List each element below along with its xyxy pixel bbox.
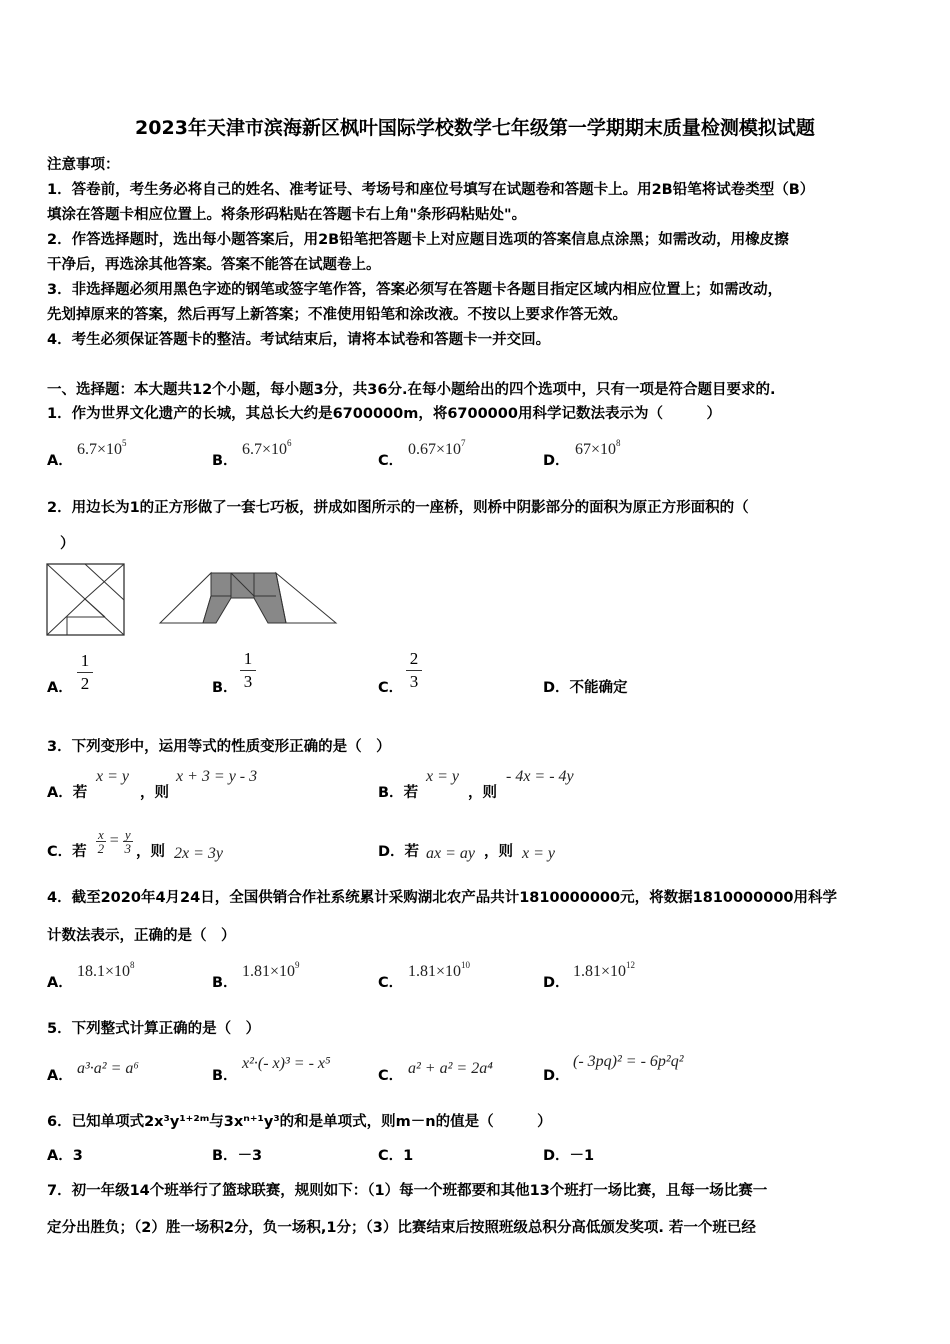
question-5-stem: 5．下列整式计算正确的是（ ）	[47, 1021, 261, 1037]
q5-option-d: (- 3pq)² = - 6p²q²	[573, 1053, 684, 1070]
q2-option-d: D．不能确定	[543, 680, 628, 696]
option-label: B．	[212, 453, 238, 469]
q3-d-condition: ax = ay	[426, 845, 475, 862]
q2-option-a-fraction: $\frac{1}{2}$	[77, 650, 93, 695]
notes-line: 干净后，再选涂其他答案。答案不能答在试题卷上。	[47, 257, 381, 273]
q3-a-result: x + 3 = y - 3	[176, 768, 258, 785]
q5-option-c: a² + a² = 2a⁴	[408, 1060, 493, 1077]
question-4-stem: 4．截至2020年4月24日，全国供销合作社系统累计采购湖北农产品共计1810000000元，将数据1810000000用科学	[47, 890, 837, 906]
q6-option-d: D．－1	[543, 1148, 595, 1164]
option-label: B．	[212, 680, 238, 696]
q3-b-result: - 4x = - 4y	[506, 768, 574, 785]
tangram-square-figure	[45, 562, 127, 638]
tangram-bridge-figure	[158, 568, 340, 626]
question-1-stem: 1．作为世界文化遗产的长城，其总长大约是6700000m，将6700000用科学记数法表示为（ ）	[47, 406, 721, 422]
q3-then: ，则	[136, 844, 165, 860]
q5-option-b: x²∙(- x)³ = - x⁵	[242, 1055, 331, 1072]
section-heading: 一、选择题：本大题共12个小题，每小题3分，共36分.在每小题给出的四个选项中，只有一项是符合题目要求的.	[47, 382, 776, 398]
question-2-stem-end: ）	[60, 536, 75, 552]
option-label: A．	[47, 680, 73, 696]
question-7-line-1: 7．初一年级14个班举行了篮球联赛，规则如下：（1）每一个班都要和其他13个班打一场比赛，且每一场比赛一	[47, 1183, 768, 1199]
q6-option-c: C．1	[378, 1148, 414, 1164]
q4-option-c: $1.81\times 10^{10}$	[408, 960, 471, 980]
notes-line: 2．作答选择题时，选出每小题答案后，用2B铅笔把答题卡上对应题目选项的答案信息点涂黑；如需改动，用橡皮擦	[47, 232, 789, 248]
option-label: C．	[378, 1068, 404, 1084]
option-label: B．	[212, 975, 238, 991]
q3-option-c-label: C．若	[47, 844, 87, 860]
q5-option-a: a³·a² = a⁶	[77, 1060, 139, 1077]
q3-d-result: x = y	[522, 845, 555, 862]
option-label: D．	[543, 453, 570, 469]
question-3-stem: 3．下列变形中，运用等式的性质变形正确的是（ ）	[47, 739, 391, 755]
q1-option-b: $6.7\times 10^6$	[242, 438, 292, 458]
option-label: B．	[212, 1068, 238, 1084]
q2-option-b-fraction: $\frac{1}{3}$	[240, 648, 256, 693]
q2-option-c-fraction: $\frac{2}{3}$	[406, 648, 422, 693]
option-label: D．	[543, 975, 570, 991]
option-label: A．	[47, 975, 73, 991]
q3-option-d-label: D．若	[378, 844, 420, 860]
option-label: D．	[543, 1068, 570, 1084]
option-label: A．	[47, 453, 73, 469]
q1-option-d: $67\times 10^8$	[575, 438, 621, 458]
q3-option-b-label: B．若	[378, 785, 419, 801]
q4-option-d: $1.81\times 10^{12}$	[573, 960, 636, 980]
notes-line: 填涂在答题卡相应位置上。将条形码粘贴在答题卡右上角"条形码粘贴处"。	[47, 207, 527, 223]
q3-a-condition: x = y	[96, 768, 129, 785]
q1-option-a: $6.7\times 10^5$	[77, 438, 127, 458]
q3-c-condition: $\frac{x}{2}$ = $\frac{y}{3}$	[97, 827, 131, 856]
option-label: C．	[378, 680, 404, 696]
q4-option-b: $1.81\times 10^9$	[242, 960, 300, 980]
q3-then: ，则	[140, 785, 169, 801]
option-label: C．	[378, 453, 404, 469]
q3-then: ，则	[484, 844, 513, 860]
q4-option-a: $18.1\times 10^8$	[77, 960, 135, 980]
option-label: A．	[47, 1068, 73, 1084]
q6-option-a: A．3	[47, 1148, 83, 1164]
notes-line: 3．非选择题必须用黑色字迹的钢笔或签字笔作答，答案必须写在答题卡各题目指定区域内相应位置上；如需改动，	[47, 282, 783, 298]
q3-then: ，则	[468, 785, 497, 801]
q1-option-c: $0.67\times 10^7$	[408, 438, 466, 458]
notes-line: 4．考生必须保证答题卡的整洁。考试结束后，请将本试卷和答题卡一并交回。	[47, 332, 551, 348]
question-6-stem: 6．已知单项式2x³y¹⁺²ᵐ与3xⁿ⁺¹y³的和是单项式，则m－n的值是（ ）	[47, 1114, 552, 1130]
q3-b-condition: x = y	[426, 768, 459, 785]
question-7-line-2: 定分出胜负；（2）胜一场积2分，负一场积,1分；（3）比赛结束后按照班级总积分高低颁发奖项. 若一个班已经	[47, 1220, 756, 1236]
q3-option-a-label: A．若	[47, 785, 88, 801]
q6-option-b: B．－3	[212, 1148, 263, 1164]
q3-c-result: 2x = 3y	[174, 845, 223, 862]
page-title: 2023年天津市滨海新区枫叶国际学校数学七年级第一学期期末质量检测模拟试题	[135, 117, 815, 139]
question-4-stem-cont: 计数法表示，正确的是（ ）	[47, 928, 236, 944]
notes-line: 先划掉原来的答案，然后再写上新答案；不准使用铅笔和涂改液。不按以上要求作答无效。	[47, 307, 627, 323]
option-label: C．	[378, 975, 404, 991]
notes-heading: 注意事项：	[47, 157, 120, 173]
question-2-stem: 2．用边长为1的正方形做了一套七巧板，拼成如图所示的一座桥，则桥中阴影部分的面积为原正方形面积的（	[47, 500, 749, 516]
notes-line: 1．答卷前，考生务必将自己的姓名、准考证号、考场号和座位号填写在试题卷和答题卡上。用2B铅笔将试卷类型（B）	[47, 182, 815, 198]
